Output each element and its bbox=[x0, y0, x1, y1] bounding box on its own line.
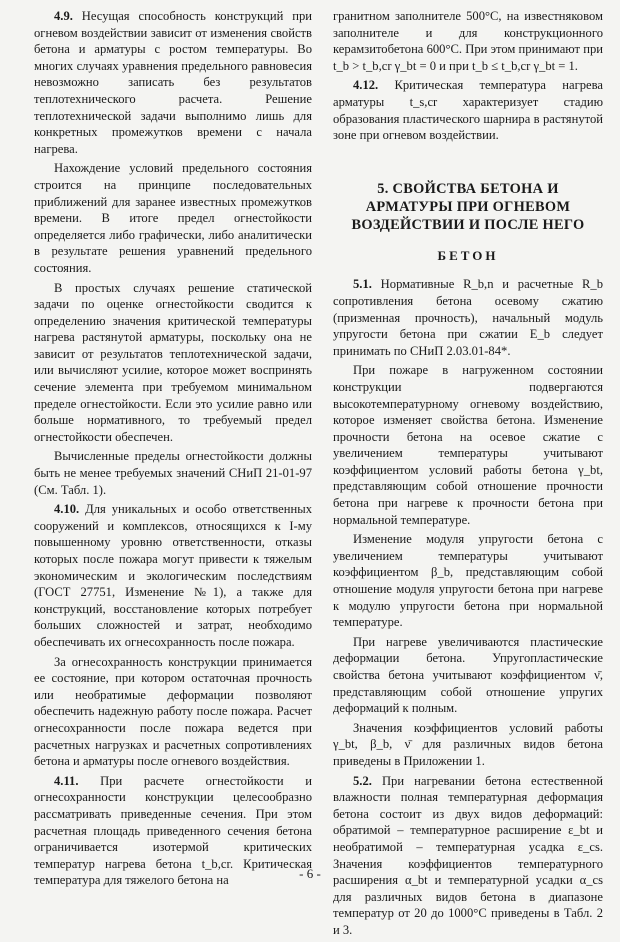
paragraph: В простых случаях решение статической задачи по оценке огнестойкости сводится к определению значения критической температуры нагрева растянутой арматуры, поскольку она не зависит от результатов теплотехнической задачи, или вычисляют усилие, которое может воспринять сечение элемента при требуемом минимальном пределе огнестойкости. Если это усилие равно или больше нормативного, то требуемый предел огнестойкости обеспечен. bbox=[34, 280, 312, 444]
right-column bbox=[333, 8, 603, 942]
paragraph: Значения коэффициентов условий работы γ_bt, β_b, ν̄ для различных видов бетона приведены в Приложении 1. bbox=[333, 720, 603, 768]
clause-number: 4.10. bbox=[54, 502, 80, 517]
clause-number: 4.11. bbox=[54, 773, 79, 788]
section-title: 5. СВОЙСТВА БЕТОНА И АРМАТУРЫ ПРИ ОГНЕВОМ ВОЗДЕЙСТВИИ И ПОСЛЕ НЕГО bbox=[351, 180, 585, 233]
paragraph-4-9 bbox=[34, 8, 312, 157]
paragraph-text: Для уникальных и особо ответственных сооружений и комплексов, относящихся к I-му повышенному уровню ответственности, отказы которых после пожара могут привести к тяжелым экономическим и экологическим последствиям (ГОСТ 27751, Изменение №1), а также для конструкций, восстановление которых потребует больших сложностей и затрат, необходимо обеспечивать их огнесохранность после пожара. bbox=[34, 502, 312, 649]
clause-number: 5.2. bbox=[353, 773, 372, 788]
paragraph-continued: гранитном заполнителе 500°С, на известняковом заполнителе и для конструкционного керамзитобетона 600°С. При этом принимают при t_b > t_b,cr γ_bt = 0 и при t_b ≤ t_b,cr γ_bt = 1. bbox=[333, 9, 603, 73]
paragraph: При пожаре в нагруженном состоянии конструкции подвергаются высокотемпературному огневому воздействию, которое изменяет свойства бетона. Изменение прочности бетона на осевое сжатие с увеличением температуры учитывают коэффициентом условий работы бетона γ_bt, представляющим собой отношение прочности бетона при нагреве к прочности бетона при нормальной температуре. bbox=[333, 363, 603, 527]
clause-number: 4.9. bbox=[54, 9, 73, 23]
paragraph-4-10 bbox=[34, 501, 312, 650]
paragraph: За огнесохранность конструкции принимается ее состояние, при котором остаточная прочность или необратимые деформации позволяют обеспечить надежную работу после пожара. Расчет огнесохранности после пожара ведется при расчетных нагрузках и расчетных сопротивлениях бетона и арматуры после огневого воздействия. bbox=[34, 654, 312, 769]
paragraph-4-12 bbox=[333, 77, 603, 143]
paragraph: При нагреве увеличиваются пластические деформации бетона. Упругопластические свойства бетона учитывают коэффициентом ν̄, представляющим собой отношение упругих деформаций к полным. bbox=[333, 634, 603, 716]
paragraph-text: Нормативные R_b,n и расчетные R_b сопротивления бетона осевому сжатию (призменная прочность), начальный модуль упругости бетона при сжатии E_b следует принимать по СНиП 2.03.01-84*. bbox=[333, 277, 603, 358]
paragraph: Вычисленные пределы огнестойкости должны быть не менее требуемых значений СНиП 21-01-97 (См. Табл. 1). bbox=[34, 449, 312, 497]
clause-number: 5.1. bbox=[353, 277, 372, 292]
left-column bbox=[34, 8, 312, 892]
paragraph: Изменение модуля упругости бетона с увеличением температуры учитывают коэффициентом β_b, представляющим собой отношение модуля упругости бетона при нагреве к модулю упругости бетона при нормальной температуре. bbox=[333, 532, 603, 630]
subsection-title: БЕТОН bbox=[437, 247, 499, 263]
paragraph-text: Несущая способность конструкций при огневом воздействии зависит от изменения свойств бетона и арматуры с ростом температуры. Во многих случаях уравнения предельного равновесия невозможно записать без результатов теплотехнического расчета. Решение теплотехнической задачи выполнимо лишь для конкретных промежутков времени с начала нагрева. bbox=[34, 9, 313, 156]
paragraph-text: При расчете огнестойкости и огнесохранности конструкции целесообразно рассматривать приведенные сечения. При этом расчетная площадь приведенного сечения бетона ограничивается изотермой критических температур нагрева бетона t_b,cr. Критическая температура для тяжелого бетона на bbox=[34, 773, 312, 888]
paragraph-text: Критическая температура нагрева арматуры t_s,cr характеризует стадию образования пластического шарнира в растянутой зоне при огневом воздействии. bbox=[333, 78, 604, 143]
paragraph-text: При нагревании бетона естественной влажности полная температурная деформация бетона состоит из двух видов деформаций: обратимой – температурное расширение ε_bt и необратимой – температурная усадка ε_cs. Значения коэффициентов температурного расширения α_bt и температурной усадки α_cs для различных видов бетона в диапазоне температур от 20 до 1000°С приведены в Табл. 2 и 3. bbox=[333, 773, 603, 937]
page-number: - 6 - bbox=[299, 866, 321, 881]
paragraph-5-1 bbox=[333, 276, 603, 359]
paragraph-5-2 bbox=[333, 773, 603, 939]
paragraph: Нахождение условий предельного состояния строится на принципе последовательных приближений для заранее известных промежутков времени. В итоге предел огнестойкости определяется либо графически, либо аналитически в результате решения уравнений предельного состояния. bbox=[34, 161, 312, 275]
clause-number: 4.12. bbox=[353, 78, 379, 93]
